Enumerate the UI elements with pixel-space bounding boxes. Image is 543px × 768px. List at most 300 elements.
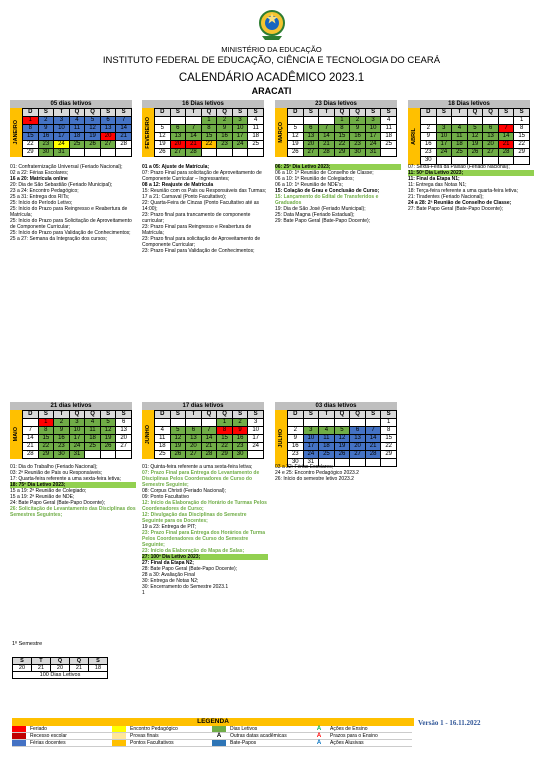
day-cell — [217, 149, 233, 157]
day-cell: 5 — [170, 427, 186, 435]
month-days-label: 18 Dias letivos — [408, 100, 530, 108]
day-cell: 3 — [54, 117, 70, 125]
day-cell — [319, 117, 335, 125]
legend-swatch-ferias — [12, 740, 26, 746]
weekday-header: Q — [69, 411, 85, 419]
day-cell: 11 — [452, 133, 468, 141]
day-cell: 19 — [155, 141, 171, 149]
day-cell: 22 — [334, 141, 350, 149]
month-days-label: 16 Dias letivos — [142, 100, 264, 108]
month-name — [10, 410, 22, 459]
semester-total: 100 Dias Letivos — [13, 672, 108, 679]
day-cell: 4 — [248, 117, 264, 125]
month-name — [142, 410, 154, 459]
day-cell: 16 — [38, 133, 54, 141]
day-cell: 25 — [85, 443, 101, 451]
day-cell: 21 — [201, 443, 217, 451]
day-cell: 11 — [319, 435, 335, 443]
semester-header: Q — [50, 658, 69, 665]
weekday-header: S — [248, 411, 264, 419]
day-cell: 23 — [38, 141, 54, 149]
weekday-header: S — [232, 109, 248, 117]
day-cell: 4 — [452, 125, 468, 133]
legend-swatch-recesso — [12, 733, 26, 739]
semester-label: 1º Semestre — [12, 641, 43, 647]
day-cell: 30 — [54, 451, 70, 459]
day-cell: 13 — [303, 133, 319, 141]
note-line: 06 a 10: 1ª Reunião de Colegiados; — [275, 176, 354, 182]
note-line: 11: 50º Dia Letivo 2023; — [408, 170, 534, 176]
day-cell — [201, 419, 217, 427]
semester-value: 21 — [31, 665, 50, 672]
day-cell: 29 — [381, 451, 397, 459]
weekday-header: Q — [85, 109, 101, 117]
day-cell — [381, 149, 397, 157]
day-cell: 3 — [303, 427, 319, 435]
note-line: 22: Quarta-Feira de Cinzas (Ponto Facultativo até as 14:00); — [142, 200, 260, 212]
day-cell: 18 — [248, 133, 264, 141]
day-cell: 12 — [288, 133, 304, 141]
semester-value: 20 — [50, 665, 69, 672]
day-cell: 5 — [100, 419, 116, 427]
day-cell: 16 — [350, 133, 366, 141]
day-cell: 1 — [217, 419, 233, 427]
notes-janeiro — [10, 164, 136, 242]
day-cell: 8 — [334, 125, 350, 133]
day-cell: 16 — [421, 141, 437, 149]
legend-title: LEGENDA — [12, 718, 414, 726]
day-cell: 1 — [23, 117, 39, 125]
day-cell: 9 — [217, 125, 233, 133]
day-cell — [436, 117, 452, 125]
day-cell: 2 — [350, 117, 366, 125]
weekday-header: S — [38, 109, 54, 117]
day-cell: 22 — [514, 141, 530, 149]
legend-label: Dias Letivos — [230, 725, 258, 732]
day-cell — [334, 419, 350, 427]
day-cell: 7 — [365, 427, 381, 435]
weekday-header: S — [170, 109, 186, 117]
day-cell: 16 — [232, 435, 248, 443]
day-cell: 19 — [100, 435, 116, 443]
notes-fevereiro — [142, 164, 268, 254]
day-cell: 17 — [303, 443, 319, 451]
day-cell: 18 — [452, 141, 468, 149]
day-cell: 30 — [38, 149, 54, 157]
day-cell: 14 — [116, 125, 132, 133]
day-cell: 14 — [498, 133, 514, 141]
note-line: 01: Confraternização Universal (Feriado Nacional); — [10, 164, 123, 170]
month-table — [22, 108, 132, 157]
day-cell: 10 — [303, 435, 319, 443]
note-line: 30: Encerramento do Semestre 2023.1 — [142, 584, 229, 590]
day-cell: 13 — [170, 133, 186, 141]
notes-abril — [408, 164, 534, 212]
day-cell: 22 — [23, 141, 39, 149]
day-cell: 25 — [155, 451, 171, 459]
day-cell: 11 — [155, 435, 171, 443]
day-cell: 23 — [350, 141, 366, 149]
weekday-header: T — [186, 109, 202, 117]
weekday-header: Q — [334, 411, 350, 419]
day-cell: 29 — [217, 451, 233, 459]
day-cell — [467, 117, 483, 125]
weekday-header: S — [100, 411, 116, 419]
weekday-header: S — [232, 411, 248, 419]
version-label: Versão 1 - 16.11.2022 — [418, 719, 481, 727]
day-cell: 15 — [334, 133, 350, 141]
day-cell: 1 — [201, 117, 217, 125]
day-cell: 8 — [201, 125, 217, 133]
day-cell — [365, 419, 381, 427]
day-cell: 11 — [381, 125, 397, 133]
day-cell: 30 — [288, 459, 304, 467]
legend-label: Feriado — [30, 725, 47, 732]
day-cell — [85, 149, 101, 157]
note-line: 12: Início da Elaboração do Horário de Turmas Pelos Coordenadores de Curso; — [142, 500, 267, 512]
day-cell: 3 — [69, 419, 85, 427]
day-cell: 25 — [319, 451, 335, 459]
day-cell: 17 — [436, 141, 452, 149]
weekday-header: S — [100, 109, 116, 117]
note-line: 25 a 31: Entrega dos RITs; — [10, 194, 70, 200]
note-line: 1 — [142, 590, 145, 596]
semester-header: S — [88, 658, 107, 665]
note-line: 23: Prazo Final para Reingresso e Reabertura de Matrícula; — [142, 224, 252, 236]
day-cell: 31 — [54, 149, 70, 157]
note-line: 23: Início da Elaboração do Mapa de Salas; — [142, 548, 245, 554]
day-cell: 20 — [170, 141, 186, 149]
day-cell — [186, 117, 202, 125]
note-line: 29: Bate Papo Geral (Bate-Papo Docente); — [275, 218, 371, 224]
semester-value: 21 — [69, 665, 88, 672]
weekday-header: D — [23, 411, 39, 419]
day-cell: 12 — [467, 133, 483, 141]
day-cell: 7 — [201, 427, 217, 435]
day-cell: 27 — [170, 149, 186, 157]
day-cell: 10 — [69, 427, 85, 435]
note-line: 15 a 19: 2ª Reunião de NDE; — [10, 494, 75, 500]
day-cell: 15 — [217, 435, 233, 443]
day-cell: 5 — [334, 427, 350, 435]
note-line: 03 a 22: Férias Escolares; — [275, 464, 334, 470]
day-cell: 9 — [54, 427, 70, 435]
weekday-header: Q — [350, 411, 366, 419]
weekday-header: S — [381, 411, 397, 419]
weekday-header: D — [23, 109, 39, 117]
day-cell: 6 — [483, 125, 499, 133]
day-cell — [170, 117, 186, 125]
day-cell: 6 — [116, 419, 132, 427]
day-cell: 23 — [421, 149, 437, 157]
day-cell: 1 — [334, 117, 350, 125]
ministry-name: MINISTÉRIO DA EDUCAÇÃO — [221, 45, 322, 54]
day-cell — [23, 419, 39, 427]
day-cell: 19 — [288, 141, 304, 149]
day-cell: 30 — [350, 149, 366, 157]
day-cell: 19 — [85, 133, 101, 141]
day-cell: 5 — [288, 125, 304, 133]
day-cell — [319, 419, 335, 427]
weekday-header: S — [498, 109, 514, 117]
day-cell: 24 — [232, 141, 248, 149]
note-line: 23: Prazo Final para Validação de Conhecimentos; — [142, 248, 255, 254]
calendar-title: CALENDÁRIO ACADÊMICO 2023.1 — [178, 72, 365, 84]
legend-swatch-ponto — [112, 740, 126, 746]
day-cell: 29 — [514, 149, 530, 157]
note-line: 01: Quinta-feira referente a uma sexta-feira letiva; — [142, 464, 253, 470]
day-cell: 27 — [186, 451, 202, 459]
day-cell: 30 — [421, 157, 437, 165]
day-cell: 22 — [38, 443, 54, 451]
day-cell: 8 — [217, 427, 233, 435]
month-days-label: 05 dias letivos — [10, 100, 132, 108]
note-line: 07: Prazo Final para solicitação de Aproveitamento de Componente Curricular – Ingressantes; — [142, 170, 262, 182]
month-name — [10, 108, 22, 157]
day-cell: 20 — [100, 133, 116, 141]
day-cell: 26 — [334, 451, 350, 459]
day-cell — [232, 149, 248, 157]
weekday-header: Q — [85, 411, 101, 419]
day-cell: 23 — [54, 443, 70, 451]
day-cell — [303, 419, 319, 427]
letter-a-icon: A — [316, 739, 322, 746]
day-cell: 14 — [319, 133, 335, 141]
day-cell: 12 — [334, 435, 350, 443]
day-cell: 20 — [483, 141, 499, 149]
day-cell: 4 — [319, 427, 335, 435]
note-line: 18: 75º Dia Letivo 2023; — [10, 482, 136, 488]
day-cell: 31 — [69, 451, 85, 459]
month-6 — [142, 402, 264, 459]
month-table — [154, 108, 264, 157]
note-line: 20: Dia de São Sebastião (Feriado Municipal); — [10, 182, 113, 188]
day-cell — [69, 149, 85, 157]
day-cell: 20 — [186, 443, 202, 451]
note-line: 11: Entrega das Notas N1; — [408, 182, 467, 188]
day-cell: 26 — [85, 141, 101, 149]
note-line: 27: 100º Dia Letivo 2023; — [142, 554, 268, 560]
day-cell: 2 — [421, 125, 437, 133]
weekday-header: Q — [217, 109, 233, 117]
note-line: 28: Bate Papo Geral (Bate-Papo Docente); — [142, 566, 238, 572]
day-cell: 19 — [170, 443, 186, 451]
note-line: 08: Corpus Christi (Feriado Nacional); — [142, 488, 226, 494]
letter-a-icon: A — [316, 725, 322, 732]
day-cell: 24 — [69, 443, 85, 451]
legend-swatch-feriado — [12, 726, 26, 732]
day-cell: 24 — [54, 141, 70, 149]
note-line: 26: Solicitação de Levantamento das Disciplinas dos Semestres Seguintes; — [10, 506, 136, 518]
day-cell: 8 — [38, 427, 54, 435]
note-line: 15: Reunião com os Pais ou Responsáveis das Turmas; — [142, 188, 267, 194]
day-cell: 13 — [483, 133, 499, 141]
day-cell: 7 — [498, 125, 514, 133]
legend-swatch-letivo — [212, 726, 226, 732]
day-cell: 23 — [288, 451, 304, 459]
note-line: 01 a 05: Ajuste de Matrícula; — [142, 164, 210, 170]
note-line: 19: Dia de São José (Feriado Municipal); — [275, 206, 366, 212]
day-cell — [170, 419, 186, 427]
weekday-header: T — [186, 411, 202, 419]
month-table — [420, 108, 530, 165]
note-line: 27: Bate Papo Geral (Bate-Papo Docente); — [408, 206, 504, 212]
day-cell: 11 — [248, 125, 264, 133]
note-line: 17 a 21: Carnaval (Ponto Facultativo); — [142, 194, 227, 200]
day-cell: 10 — [54, 125, 70, 133]
note-line: 24: Bate Papo Geral (Bate-Papo Docente); — [10, 500, 106, 506]
note-line: 09: Ponto Facultativo — [142, 494, 189, 500]
day-cell — [85, 451, 101, 459]
day-cell: 7 — [319, 125, 335, 133]
day-cell: 3 — [232, 117, 248, 125]
month-1 — [10, 100, 132, 157]
day-cell: 21 — [186, 141, 202, 149]
day-cell: 2 — [217, 117, 233, 125]
day-cell: 17 — [248, 435, 264, 443]
day-cell: 13 — [186, 435, 202, 443]
day-cell: 27 — [303, 149, 319, 157]
day-cell — [288, 117, 304, 125]
semester-header: T — [31, 658, 50, 665]
day-cell: 17 — [54, 133, 70, 141]
day-cell: 29 — [23, 149, 39, 157]
day-cell: 28 — [186, 149, 202, 157]
month-days-label: 21 dias letivos — [10, 402, 132, 410]
weekday-header: D — [288, 411, 304, 419]
weekday-header: S — [365, 411, 381, 419]
day-cell — [116, 451, 132, 459]
day-cell — [350, 419, 366, 427]
month-3 — [275, 100, 397, 157]
legend-label: Recesso escolar — [30, 732, 67, 739]
legend-swatch-encontro — [112, 726, 126, 732]
day-cell: 16 — [217, 133, 233, 141]
weekday-header: D — [288, 109, 304, 117]
day-cell: 25 — [69, 141, 85, 149]
note-line: 03: 2ª Reunião de Pais ou Responsáveis; — [10, 470, 103, 476]
day-cell: 16 — [288, 443, 304, 451]
day-cell: 21 — [365, 443, 381, 451]
note-line: 12: Divulgação das Disciplinas do Semestre Seguinte para os Docentes; — [142, 512, 247, 524]
day-cell — [452, 117, 468, 125]
day-cell: 22 — [217, 443, 233, 451]
weekday-header: Q — [483, 109, 499, 117]
day-cell: 9 — [350, 125, 366, 133]
legend-label: Encontro Pedagógico — [130, 725, 178, 732]
day-cell: 3 — [365, 117, 381, 125]
day-cell: 10 — [248, 427, 264, 435]
weekday-header: S — [170, 411, 186, 419]
month-table — [287, 410, 397, 467]
note-line: 15 a 19: 2ª Reunião de Colegiado; — [10, 488, 87, 494]
day-cell: 8 — [514, 125, 530, 133]
day-cell: 11 — [85, 427, 101, 435]
weekday-header: S — [303, 109, 319, 117]
day-cell: 7 — [116, 117, 132, 125]
day-cell: 22 — [381, 443, 397, 451]
day-cell: 7 — [23, 427, 39, 435]
note-line: 19 a 23: Entrega de PIT; — [142, 524, 196, 530]
weekday-header: S — [248, 109, 264, 117]
day-cell: 18 — [85, 435, 101, 443]
day-cell: 9 — [38, 125, 54, 133]
day-cell: 24 — [303, 451, 319, 459]
day-cell: 10 — [365, 125, 381, 133]
legend-label: Ações de Ensino — [330, 725, 368, 732]
day-cell: 24 — [436, 149, 452, 157]
month-4 — [408, 100, 530, 165]
note-line: 25: Início do Prazo para Reingresso e Reabertura de Matrícula; — [10, 206, 128, 218]
day-cell: 28 — [498, 149, 514, 157]
day-cell: 26 — [170, 451, 186, 459]
legend — [12, 718, 414, 747]
legend-label: Prazos para o Ensino — [330, 732, 378, 739]
month-name — [275, 410, 287, 467]
note-line: 24 a 28: 2ª Reunião de Conselho de Classe; — [408, 200, 512, 206]
semester-table — [12, 657, 108, 679]
day-cell: 18 — [381, 133, 397, 141]
day-cell: 5 — [85, 117, 101, 125]
day-cell: 27 — [350, 451, 366, 459]
day-cell: 21 — [23, 443, 39, 451]
day-cell: 10 — [436, 133, 452, 141]
weekday-header: S — [381, 109, 397, 117]
day-cell: 25 — [452, 149, 468, 157]
weekday-header: Q — [201, 411, 217, 419]
day-cell: 5 — [467, 125, 483, 133]
day-cell: 27 — [116, 443, 132, 451]
semester-value: 20 — [13, 665, 32, 672]
day-cell: 5 — [155, 125, 171, 133]
day-cell: 23 — [217, 141, 233, 149]
note-line: 23: Prazo final para trancamento de componente curricular; — [142, 212, 251, 224]
day-cell: 16 — [54, 435, 70, 443]
day-cell: 21 — [319, 141, 335, 149]
month-name-text: JUNHO — [145, 424, 151, 445]
day-cell: 15 — [23, 133, 39, 141]
day-cell: 4 — [69, 117, 85, 125]
day-cell — [186, 419, 202, 427]
notes-maio — [10, 464, 136, 518]
weekday-header: S — [303, 411, 319, 419]
day-cell — [100, 149, 116, 157]
day-cell: 28 — [116, 141, 132, 149]
month-table — [154, 410, 264, 459]
semester-header: Q — [69, 658, 88, 665]
note-line: 11: Final da Etapa N1; — [408, 176, 460, 182]
day-cell: 6 — [170, 125, 186, 133]
day-cell: 13 — [100, 125, 116, 133]
note-line: 25 a 27: Semana da Integração dos cursos; — [10, 236, 108, 242]
day-cell: 6 — [100, 117, 116, 125]
note-line: 01: Dia do Trabalho (Feriado Nacional); — [10, 464, 98, 470]
day-cell: 6 — [303, 125, 319, 133]
month-7 — [275, 402, 397, 467]
day-cell: 12 — [170, 435, 186, 443]
day-cell: 14 — [186, 133, 202, 141]
month-name-text: MAIO — [13, 427, 19, 442]
note-line: 23: Prazo final para solicitação de Aproveitamento de Componente Curricular; — [142, 236, 261, 248]
day-cell: 10 — [232, 125, 248, 133]
note-line: 06 a 10: 1ª Reunião de Conselho de Classe; — [275, 170, 374, 176]
day-cell: 28 — [23, 451, 39, 459]
legend-swatch-bate-papo — [212, 740, 226, 746]
day-cell: 9 — [288, 435, 304, 443]
day-cell: 17 — [365, 133, 381, 141]
note-line: 21: Tiradentes (Feriado Nacional); — [408, 194, 484, 200]
note-line: 24 e 25: Encontro Pedagógico 2023.2 — [275, 470, 359, 476]
